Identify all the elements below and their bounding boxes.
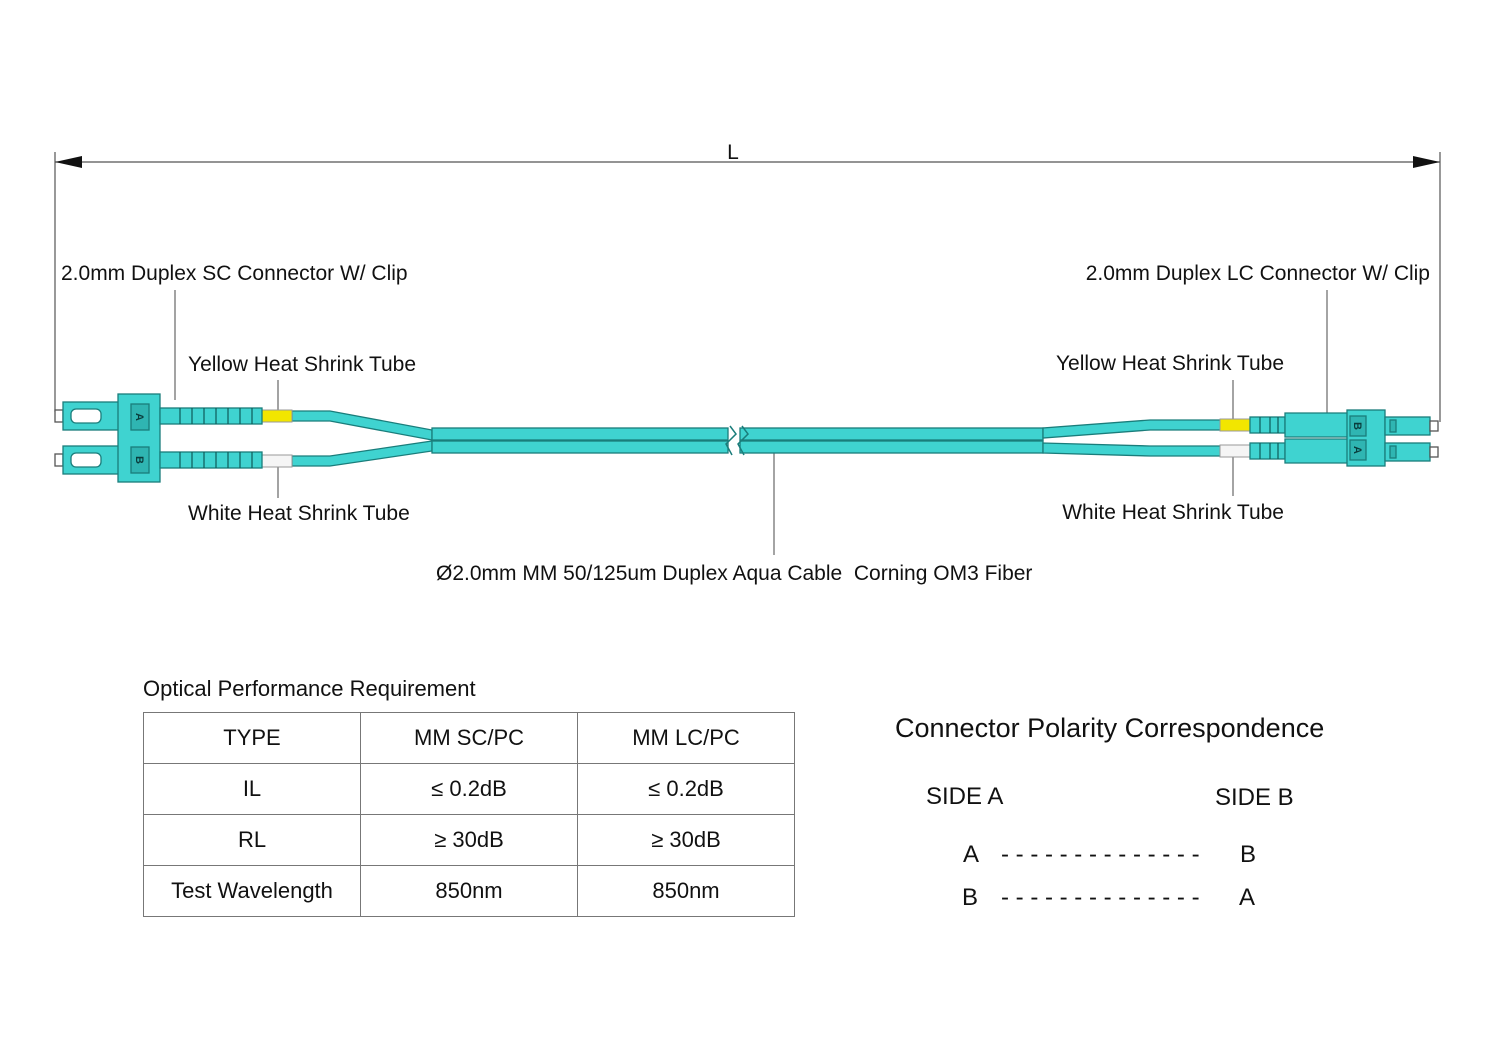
polarity-pair-2-a: B [962,884,979,911]
header-cell: MM LC/PC [578,713,795,764]
header-cell: TYPE [144,713,361,764]
left-white-tube [262,455,292,467]
left-yellow-tube [262,410,292,422]
arrow-right-icon [1413,156,1440,168]
table-cell: RL [144,815,361,866]
performance-title: Optical Performance Requirement [143,676,476,701]
performance-table [143,712,795,917]
table-row [144,866,795,917]
arrow-left-icon [55,156,82,168]
polarity-title: Connector Polarity Correspondence [895,713,1325,743]
table-cell: ≥ 30dB [361,815,578,866]
left-yellow-label: Yellow Heat Shrink Tube [188,353,417,376]
table-header-row [144,713,795,764]
polarity-pair-1-dashes: - - - - - - - - - - - - - - [1001,841,1200,868]
table-row [144,764,795,815]
header-cell: MM SC/PC [361,713,578,764]
sc-connector [55,394,262,482]
table-cell: IL [144,764,361,815]
table-cell: ≤ 0.2dB [578,764,795,815]
side-a-heading: SIDE A [926,783,1004,810]
lc-bottom-letter: A [1351,446,1363,454]
lc-connector [1250,410,1438,466]
table-row [144,815,795,866]
sc-top-letter: A [133,413,145,421]
right-white-label: White Heat Shrink Tube [1062,501,1284,524]
length-label: L [727,141,739,164]
polarity-pair-1-b: B [1240,841,1257,868]
polarity-pair-2-b: A [1239,884,1256,911]
side-b-heading: SIDE B [1215,784,1294,811]
right-yellow-label: Yellow Heat Shrink Tube [1055,352,1284,375]
table-cell: ≥ 30dB [578,815,795,866]
right-white-tube [1220,445,1250,457]
left-connector-label: 2.0mm Duplex SC Connector W/ Clip [61,262,408,285]
right-connector-label: 2.0mm Duplex LC Connector W/ Clip [1085,262,1430,285]
polarity-pair-2-dashes: - - - - - - - - - - - - - - [1001,884,1200,911]
cable-body [292,411,1222,466]
polarity-pair-1-a: A [963,841,980,868]
sc-bottom-letter: B [133,456,145,464]
length-dimension [55,152,1440,422]
cable-label: Ø2.0mm MM 50/125um Duplex Aqua Cable Corning OM3 Fiber [436,562,1033,585]
table-cell: Test Wavelength [144,866,361,917]
right-yellow-tube [1220,419,1250,431]
left-white-label: White Heat Shrink Tube [188,502,410,525]
table-cell: 850nm [361,866,578,917]
table-cell: 850nm [578,866,795,917]
table-cell: ≤ 0.2dB [361,764,578,815]
lc-top-letter: B [1351,422,1363,430]
